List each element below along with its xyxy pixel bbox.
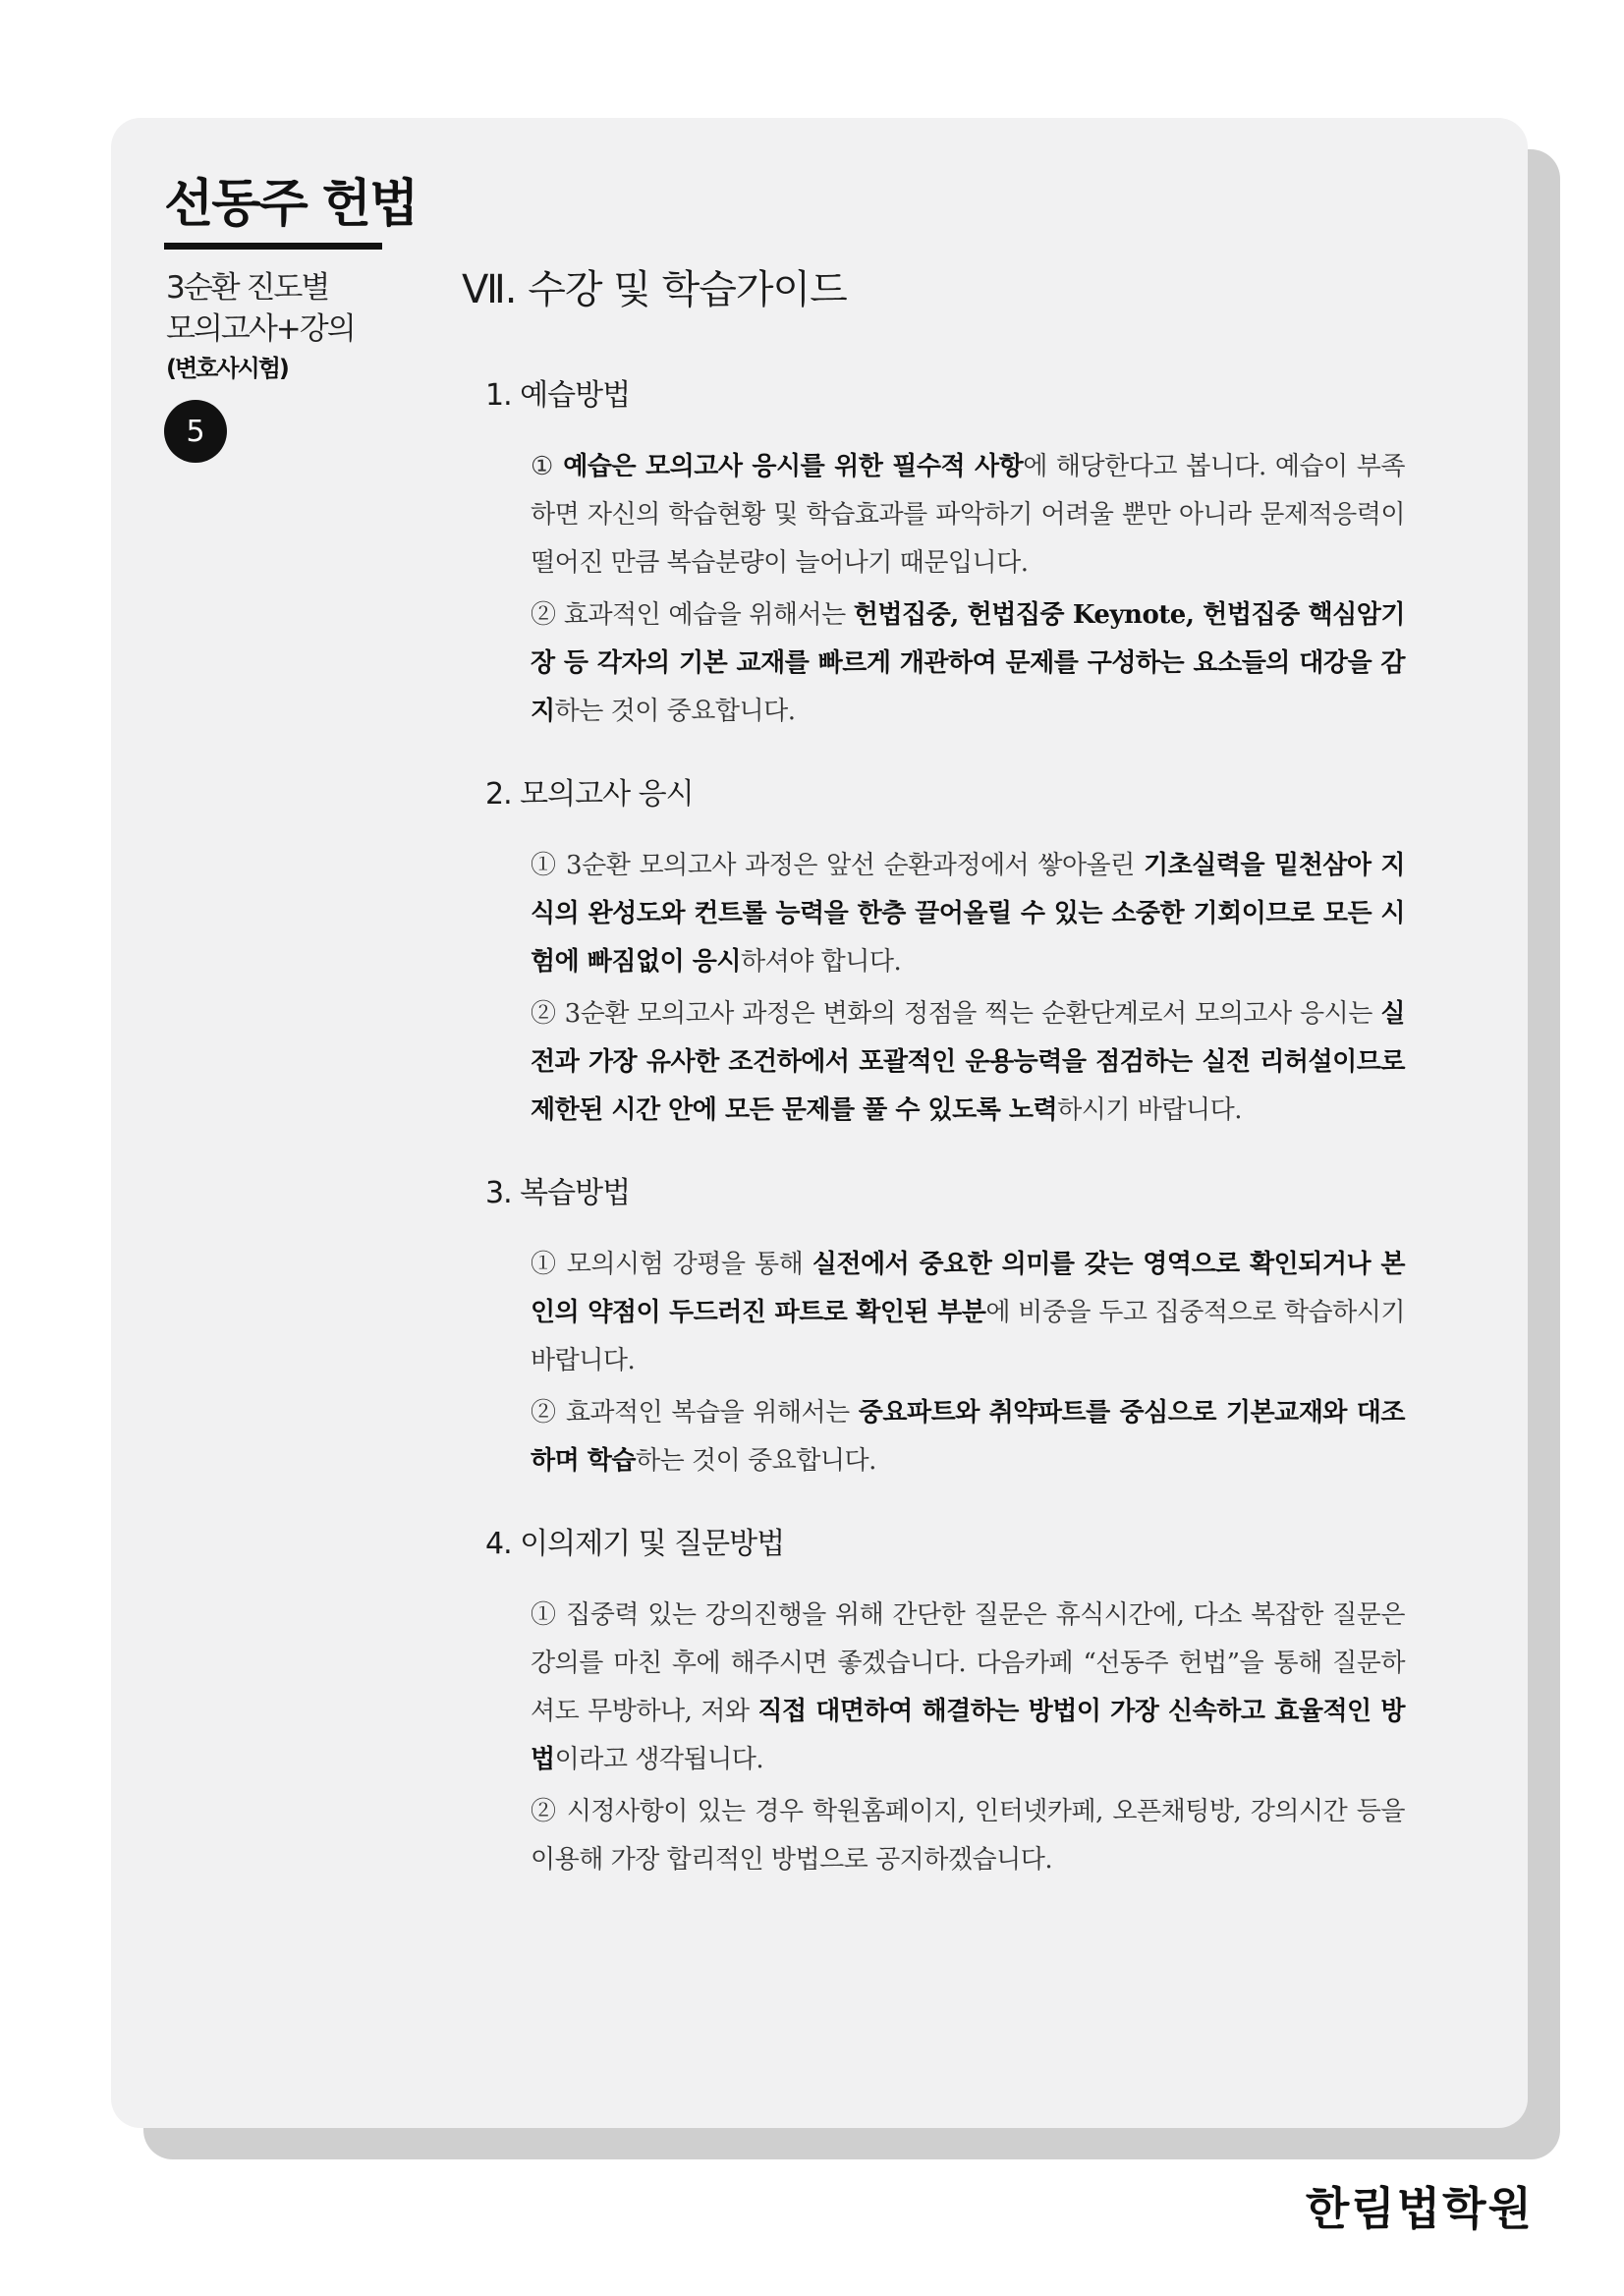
- guide-section: [462, 1174, 1405, 1485]
- paragraph-text: ② 효과적인 복습을 위해서는: [531, 1398, 859, 1428]
- paragraph-text: ① 3순환 모의고사 과정은 앞선 순환과정에서 쌓아올린: [531, 851, 1144, 880]
- section-title: 2. 모의고사 응시: [485, 777, 694, 812]
- brand-subtitle-line2: 모의고사+강의: [166, 311, 355, 347]
- paragraph-text: 이라고 생각됩니다.: [554, 1745, 764, 1774]
- paragraph-text: ② 3순환 모의고사 과정은 변화의 정점을 찍는 순환단계로서 모의고사 응시는: [531, 999, 1381, 1029]
- paragraph-text: 하시기 바랍니다.: [1057, 1095, 1242, 1125]
- emphasized-text: 예습은 모의고사 응시를 위한 필수적 사항: [563, 452, 1024, 481]
- paragraph-text: 에 해당한다고 봅니다. 예습이 부족하면 자신의 학습현황 및 학습효과를 파악하기 어려울 뿐만 아니라 문제적응력이 떨어진 만큼 복습분량이 늘어나기 때문입니다.: [531, 452, 1406, 578]
- sections-container: [462, 376, 1405, 1884]
- guide-section: [462, 376, 1405, 736]
- section-paragraph: [531, 443, 1405, 588]
- emphasized-text: 직접 대면하여 해결하는 방법이 가장 신속하고 효율적인 방법: [531, 1697, 1405, 1774]
- section-paragraph: [531, 990, 1405, 1135]
- emphasized-text: 헌법집중, 헌법집중 Keynote, 헌법집중 핵심암기장 등 각자의 기본 교재를 빠르게 개관하여 문제를 구성하는 요소들의 대강을 감지: [531, 600, 1405, 726]
- academy-logo: 한림법학원: [1305, 2182, 1534, 2235]
- volume-number-badge: 5: [164, 400, 227, 463]
- section-title: 1. 예습방법: [485, 378, 631, 413]
- paragraph-text: 에 비중을 두고 집중적으로 학습하시기 바랍니다.: [531, 1298, 1405, 1375]
- paragraph-text: ② 효과적인 예습을 위해서는: [531, 600, 854, 630]
- brand-underline: [164, 243, 382, 250]
- section-title: 4. 이의제기 및 질문방법: [485, 1527, 785, 1561]
- guide-section: [462, 775, 1405, 1135]
- paragraph-text: ② 시정사항이 있는 경우 학원홈페이지, 인터넷카페, 오픈채팅방, 강의시간 등을 이용해 가장 합리적인 방법으로 공지하겠습니다.: [531, 1797, 1405, 1875]
- paragraph-text: 하셔야 합니다.: [741, 947, 902, 977]
- paragraph-text: ① 모의시험 강평을 통해: [531, 1250, 812, 1279]
- section-paragraph: [531, 1592, 1405, 1784]
- section-paragraph: [531, 1788, 1405, 1884]
- chapter-title: Ⅶ. 수강 및 학습가이드: [462, 267, 847, 312]
- brand-subtitle: [166, 267, 355, 350]
- paragraph-text: 하는 것이 중요합니다.: [554, 697, 796, 726]
- paragraph-text: 하는 것이 중요합니다.: [636, 1446, 876, 1476]
- section-paragraph: [531, 842, 1405, 986]
- section-paragraph: [531, 1241, 1405, 1385]
- brand-subtitle-line1: 3순환 진도별: [166, 270, 329, 306]
- emphasized-text: 중요파트와 취약파트를 중심으로 기본교재와 대조하며 학습: [531, 1398, 1405, 1476]
- emphasized-text: 기초실력을 밑천삼아 지식의 완성도와 컨트롤 능력을 한층 끌어올릴 수 있는 소중한 기회이므로 모든 시험에 빠짐없이 응시: [531, 851, 1405, 977]
- section-title: 3. 복습방법: [485, 1176, 631, 1210]
- main-content: [462, 260, 1405, 1924]
- guide-section: [462, 1525, 1405, 1884]
- brand-exam-label: (변호사시험): [166, 355, 288, 382]
- paragraph-text: ①: [531, 452, 564, 481]
- section-paragraph: [531, 1389, 1405, 1485]
- paragraph-text: ① 집중력 있는 강의진행을 위해 간단한 질문은 휴식시간에, 다소 복잡한 질문은 강의를 마친 후에 해주시면 좋겠습니다. 다음카페 “선동주 헌법”을 통해 질문하셔도 무방하나, 저와: [531, 1600, 1405, 1726]
- emphasized-text: 실전과 가장 유사한 조건하에서 포괄적인 운용능력을 점검하는 실전 리허설이므로 제한된 시간 안에 모든 문제를 풀 수 있도록 노력: [531, 999, 1405, 1125]
- brand-title: 선동주 헌법: [164, 175, 418, 234]
- emphasized-text: 실전에서 중요한 의미를 갖는 영역으로 확인되거나 본인의 약점이 두드러진 파트로 확인된 부분: [531, 1250, 1405, 1327]
- section-paragraph: [531, 591, 1405, 736]
